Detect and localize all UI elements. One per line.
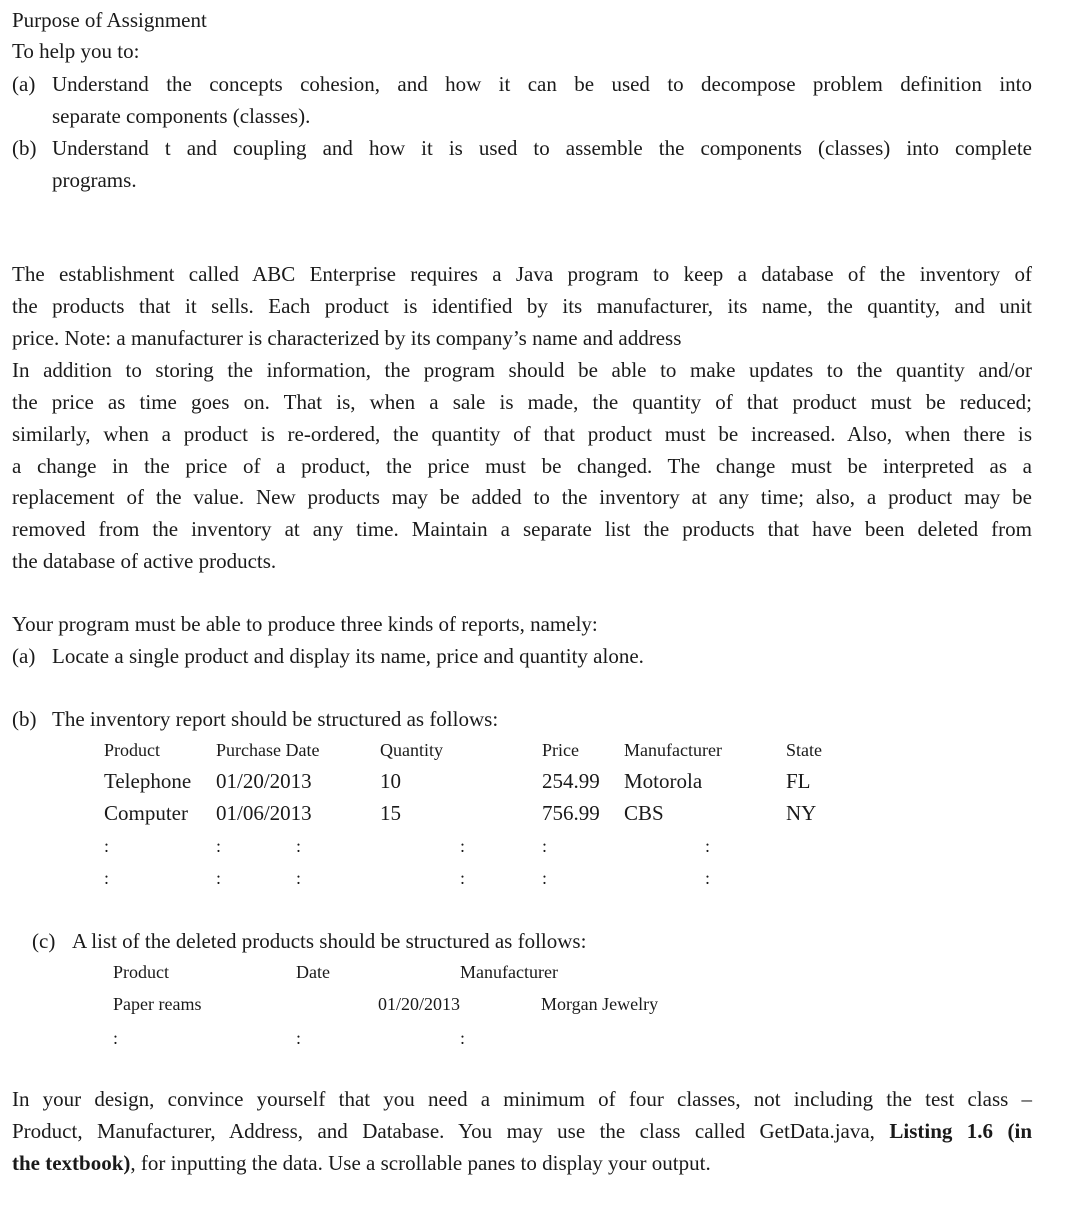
table-cell: CBS <box>624 801 664 825</box>
item-b-line2: programs. <box>52 168 137 192</box>
table-cell: 254.99 <box>542 769 600 793</box>
report-b-text: The inventory report should be structured as follows: <box>52 707 499 731</box>
desc-line-10: the database of active products. <box>12 549 277 573</box>
inv-header-price: Price <box>542 740 579 760</box>
table-cell: FL <box>786 769 811 793</box>
del-header-product: Product <box>113 962 169 982</box>
desc-line-6: similarly, when a product is re-ordered, the quantity of that product must be increased. Also, when there is <box>12 422 1032 446</box>
ellipsis-mark: : <box>104 868 110 888</box>
ellipsis-mark: : <box>296 1028 302 1048</box>
desc-line-7: a change in the price of a product, the price must be changed. The change must be interpreted as a <box>12 454 1032 478</box>
ellipsis-mark: : <box>113 1028 119 1048</box>
textbook-reference: the textbook) <box>12 1151 131 1175</box>
table-cell: 01/20/2013 <box>378 994 461 1014</box>
inv-header-quantity: Quantity <box>380 740 443 760</box>
table-cell: Motorola <box>624 769 703 793</box>
desc-line-4: In addition to storing the information, the program should be able to make updates to the quantity and/or <box>12 358 1032 382</box>
table-cell: 15 <box>380 801 401 825</box>
item-a-line1: Understand the concepts cohesion, and how it can be used to decompose problem definition into <box>52 72 1032 96</box>
table-cell: Telephone <box>104 769 192 793</box>
report-b-label: (b) <box>12 707 37 731</box>
inv-header-purchase-date: Purchase Date <box>216 740 320 760</box>
del-header-date: Date <box>296 962 330 982</box>
ellipsis-mark: : <box>705 868 711 888</box>
ellipsis-mark: : <box>460 836 466 856</box>
ellipsis-mark: : <box>104 836 110 856</box>
desc-line-3: price. Note: a manufacturer is characterized by its company’s name and address <box>12 326 682 350</box>
inv-header-manufacturer: Manufacturer <box>624 740 722 760</box>
ellipsis-mark: : <box>542 868 548 888</box>
table-cell: 10 <box>380 769 401 793</box>
report-c-text: A list of the deleted products should be structured as follows: <box>72 929 587 953</box>
desc-line-1: The establishment called ABC Enterprise requires a Java program to keep a database of the inventory of <box>12 262 1032 286</box>
ellipsis-mark: : <box>216 836 222 856</box>
item-a-line2: separate components (classes). <box>52 104 311 128</box>
design-line-3-text: , for inputting the data. Use a scrollable panes to display your output. <box>130 1151 711 1175</box>
ellipsis-mark: : <box>216 868 222 888</box>
ellipsis-mark: : <box>460 868 466 888</box>
item-b-label: (b) <box>12 136 37 160</box>
item-a-label: (a) <box>12 72 36 96</box>
ellipsis-mark: : <box>460 1028 466 1048</box>
del-header-manufacturer: Manufacturer <box>460 962 558 982</box>
listing-reference: Listing 1.6 (in <box>889 1119 1032 1143</box>
design-line-2 <box>12 1119 1032 1144</box>
table-cell: NY <box>786 801 817 825</box>
desc-line-2: the products that it sells. Each product is identified by its manufacturer, its name, the quantity, and unit <box>12 294 1032 318</box>
desc-line-8: replacement of the value. New products may be added to the inventory at any time; also, a product may be <box>12 485 1032 509</box>
ellipsis-mark: : <box>296 868 302 888</box>
inv-header-product: Product <box>104 740 160 760</box>
ellipsis-mark: : <box>296 836 302 856</box>
table-cell: 01/20/2013 <box>216 769 312 793</box>
design-line-1: In your design, convince yourself that you need a minimum of four classes, not including the test class – <box>12 1087 1032 1111</box>
table-cell: 01/06/2013 <box>216 801 312 825</box>
intro-text: To help you to: <box>12 39 140 63</box>
table-cell: Computer <box>104 801 188 825</box>
report-a-text: Locate a single product and display its name, price and quantity alone. <box>52 644 644 668</box>
ellipsis-mark: : <box>542 836 548 856</box>
desc-line-9: removed from the inventory at any time. Maintain a separate list the products that have been deleted from <box>12 517 1032 541</box>
section-title: Purpose of Assignment <box>12 8 207 32</box>
desc-line-5: the price as time goes on. That is, when a sale is made, the quantity of that product must be reduced; <box>12 390 1032 414</box>
inv-header-state: State <box>786 740 822 760</box>
reports-intro: Your program must be able to produce three kinds of reports, namely: <box>12 612 598 636</box>
table-cell: Paper reams <box>113 994 202 1014</box>
item-b-line1: Understand t and coupling and how it is used to assemble the components (classes) into complete <box>52 136 1032 160</box>
table-cell: Morgan Jewelry <box>541 994 659 1014</box>
report-c-label: (c) <box>32 929 56 953</box>
table-cell: 756.99 <box>542 801 600 825</box>
design-line-3 <box>12 1151 711 1176</box>
design-line-2-text: Product, Manufacturer, Address, and Database. You may use the class called GetData.java, <box>12 1119 890 1143</box>
ellipsis-mark: : <box>705 836 711 856</box>
report-a-label: (a) <box>12 644 36 668</box>
